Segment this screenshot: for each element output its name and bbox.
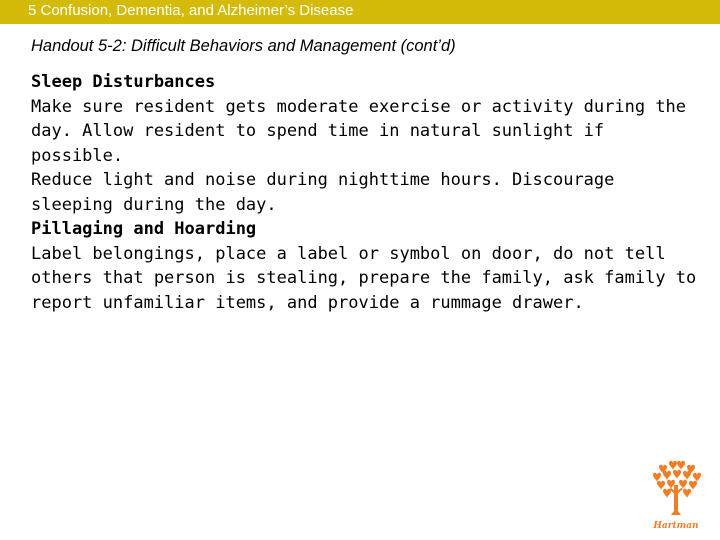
heart-tree-icon bbox=[645, 455, 707, 535]
section-heading-pillaging: Pillaging and Hoarding bbox=[31, 219, 257, 239]
section-line: sleeping during the day. bbox=[31, 194, 277, 215]
header-bar bbox=[0, 0, 720, 24]
hartman-logo bbox=[645, 455, 707, 535]
handout-body bbox=[31, 70, 703, 315]
handout-subtitle: Handout 5-2: Difficult Behaviors and Management (cont’d) bbox=[31, 37, 456, 55]
logo-wordmark: Hartman bbox=[653, 521, 699, 531]
section-line: Make sure resident gets moderate exercise or activity during the bbox=[31, 96, 687, 117]
section-heading-sleep: Sleep Disturbances bbox=[31, 72, 216, 92]
section-line: report unfamiliar items, and provide a rummage drawer. bbox=[31, 292, 584, 313]
section-line: day. Allow resident to spend time in natural sunlight if possible. bbox=[31, 121, 605, 166]
section-line: Reduce light and noise during nighttime hours. Discourage bbox=[31, 170, 615, 190]
section-line: Label belongings, place a label or symbol on door, do not tell bbox=[31, 243, 666, 264]
section-line: others that person is stealing, prepare the family, ask family to bbox=[31, 268, 697, 288]
chapter-title: 5 Confusion, Dementia, and Alzheimer’s Disease bbox=[28, 2, 354, 19]
